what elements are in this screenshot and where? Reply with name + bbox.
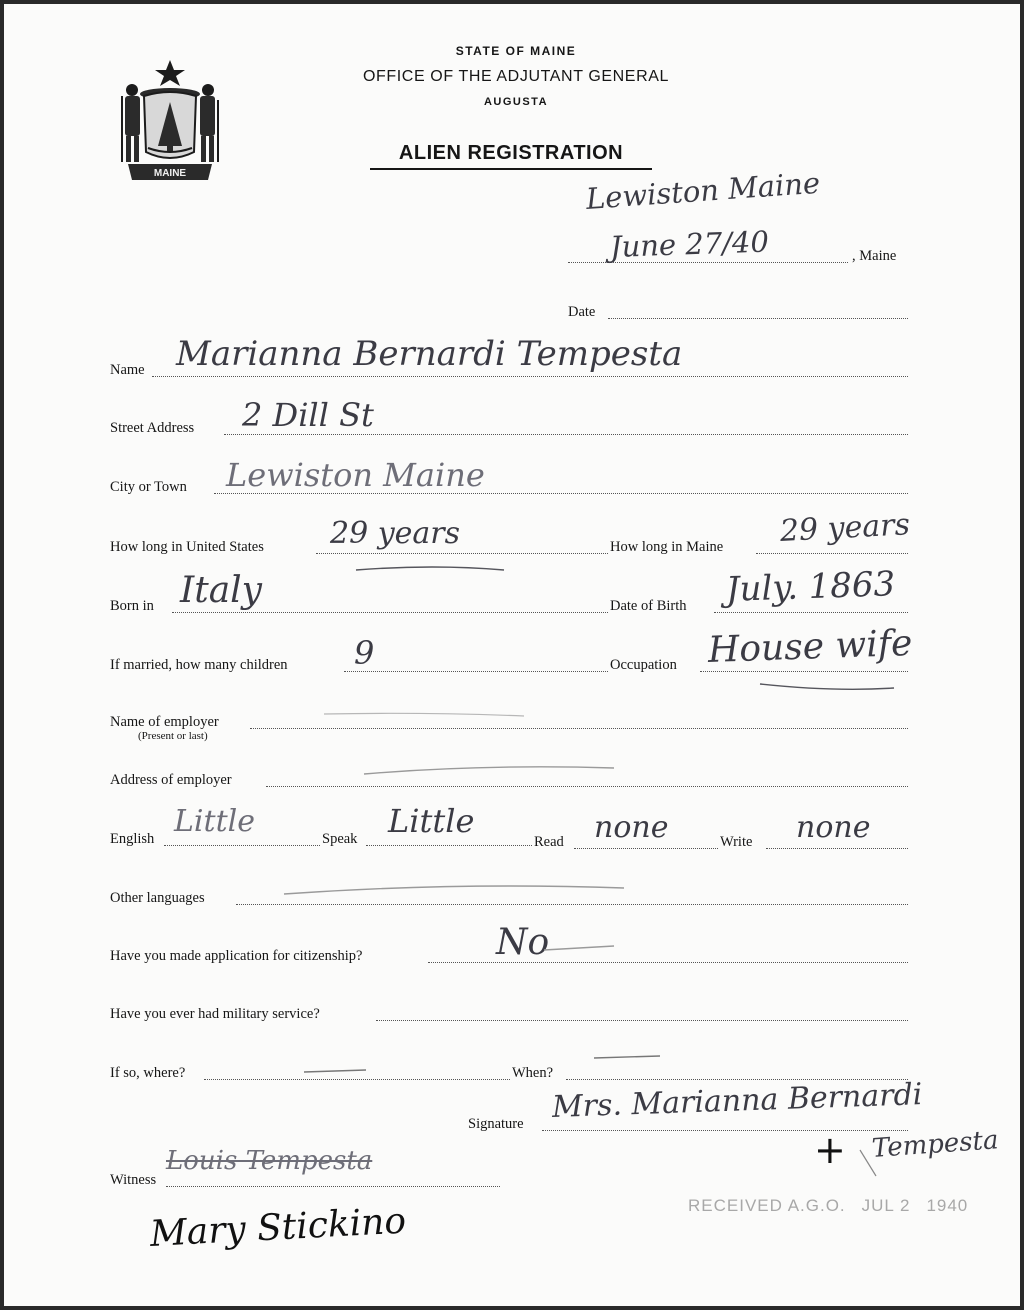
city-value[interactable]: Lewiston Maine [226, 456, 485, 494]
how-long-maine-line [756, 553, 908, 554]
place-date-value[interactable]: June 27/40 [609, 224, 770, 264]
signature-value-2[interactable]: Tempesta [870, 1125, 1000, 1164]
children-label: If married, how many children [110, 657, 288, 673]
signature-line [542, 1130, 908, 1131]
citizenship-value[interactable]: No [496, 922, 550, 963]
witness-value[interactable]: Louis Tempesta [166, 1146, 373, 1176]
how-long-us-line [316, 553, 608, 554]
write-line [766, 848, 908, 849]
date-label: Date [568, 304, 596, 320]
born-in-line [172, 612, 608, 613]
date-of-birth-value[interactable]: July. 1863 [725, 564, 896, 610]
occupation-label: Occupation [610, 657, 677, 673]
form-title: ALIEN REGISTRATION [370, 142, 652, 170]
date-of-birth-label: Date of Birth [610, 598, 687, 614]
speak-line [366, 845, 532, 846]
born-in-label: Born in [110, 598, 154, 614]
write-label: Write [720, 834, 753, 850]
header-office: OFFICE OF THE ADJUTANT GENERAL [362, 68, 670, 85]
write-value[interactable]: none [796, 810, 871, 845]
date-line [608, 318, 908, 319]
date-of-birth-line [714, 612, 908, 613]
military-label: Have you ever had military service? [110, 1006, 320, 1022]
how-long-us-value[interactable]: 29 years [330, 516, 461, 551]
children-line [344, 671, 608, 672]
signature-value[interactable]: Mrs. Marianna Bernardi [551, 1077, 923, 1125]
stamp-received-text: RECEIVED A.G.O. [688, 1196, 846, 1215]
how-long-maine-label: How long in Maine [610, 539, 724, 555]
how-long-maine-value[interactable]: 29 years [779, 507, 911, 549]
read-value[interactable]: none [594, 810, 669, 845]
when-label: When? [512, 1065, 554, 1081]
header-state: STATE OF MAINE [455, 44, 577, 58]
street-label: Street Address [110, 420, 195, 436]
place-suffix: , Maine [852, 248, 897, 264]
speak-label: Speak [322, 831, 358, 847]
street-line [224, 434, 908, 435]
occupation-value[interactable]: House wife [707, 622, 914, 671]
english-value[interactable]: Little [174, 804, 255, 839]
read-label: Read [534, 834, 564, 850]
employer-name-line [250, 728, 908, 729]
born-in-value[interactable]: Italy [180, 570, 263, 611]
speak-value[interactable]: Little [388, 802, 475, 840]
occupation-line [700, 671, 908, 672]
employer-address-line [266, 786, 908, 787]
english-label: English [110, 831, 155, 847]
other-languages-label: Other languages [110, 890, 205, 906]
seal-motto: MAINE [153, 168, 187, 179]
employer-name-sublabel: (Present or last) [138, 730, 208, 742]
place-handwritten[interactable]: Lewiston Maine [584, 165, 822, 216]
second-witness-signature[interactable]: Mary Stickino [148, 1200, 408, 1255]
english-line [164, 845, 320, 846]
other-languages-line [236, 904, 908, 905]
stamp-date: JUL 2 [861, 1196, 911, 1215]
if-so-where-label: If so, where? [110, 1065, 186, 1081]
header-city: AUGUSTA [483, 96, 549, 108]
witness-label: Witness [110, 1172, 157, 1188]
citizenship-label: Have you made application for citizenship? [110, 948, 363, 964]
received-stamp [688, 1196, 968, 1216]
witness-line [166, 1186, 500, 1187]
name-value[interactable]: Marianna Bernardi Tempesta [176, 334, 683, 374]
if-so-where-line [204, 1079, 510, 1080]
read-line [574, 848, 718, 849]
employer-name-label: Name of employer [110, 714, 219, 730]
signature-label: Signature [468, 1116, 524, 1132]
military-line [376, 1020, 908, 1021]
children-value[interactable]: 9 [354, 634, 375, 672]
city-label: City or Town [110, 479, 187, 495]
how-long-us-label: How long in United States [110, 539, 264, 555]
stamp-year: 1940 [926, 1196, 969, 1215]
signature-mark: + [814, 1128, 846, 1172]
employer-address-label: Address of employer [110, 772, 232, 788]
name-line [152, 376, 908, 377]
name-label: Name [110, 362, 145, 378]
street-value[interactable]: 2 Dill St [242, 396, 374, 434]
registration-form-page [4, 4, 1020, 1306]
